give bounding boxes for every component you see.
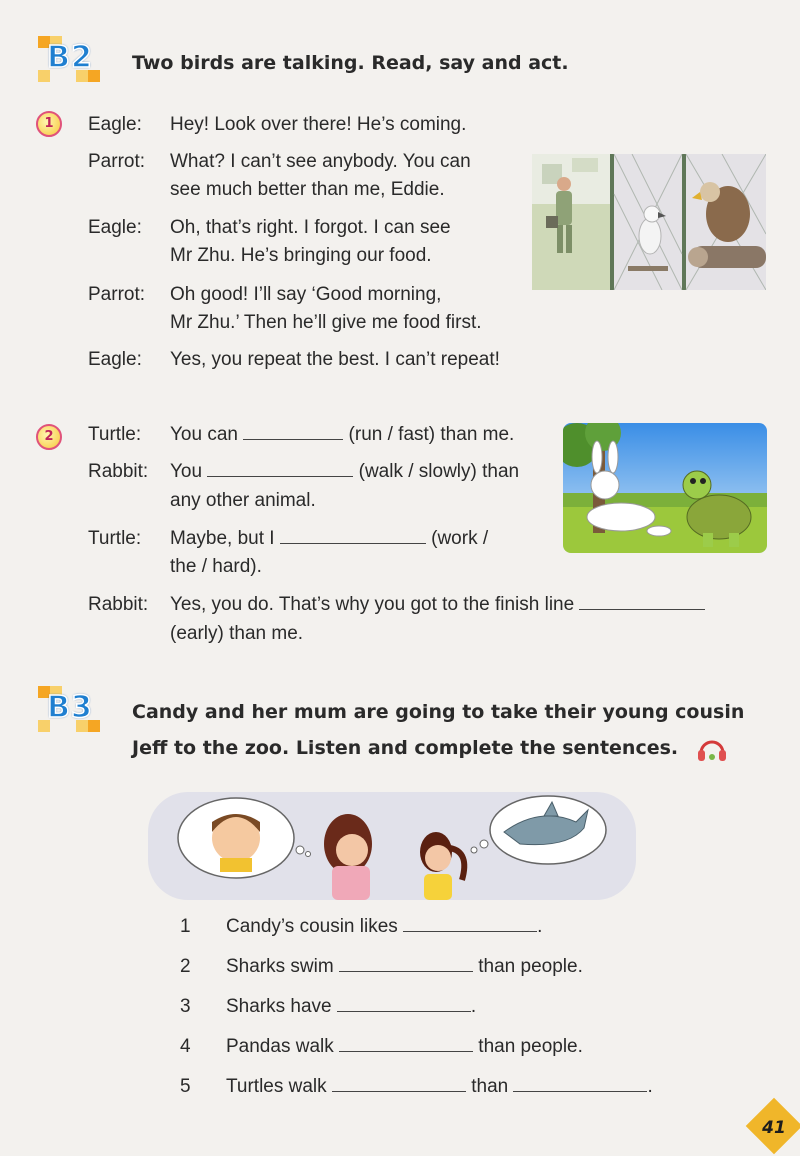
speaker-label: Eagle: [88, 114, 142, 135]
question-part: . [470, 996, 477, 1017]
page-number: 41 [762, 1118, 786, 1138]
dialogue-line: the / hard). [170, 556, 262, 577]
b3-badge-label: B3 [47, 690, 93, 725]
question-text [226, 916, 542, 938]
question-part: . [537, 916, 543, 937]
question-number: 2 [180, 956, 191, 977]
zoo-birds-illustration [532, 154, 766, 290]
candy-mum-illustration [148, 792, 636, 900]
question-part: Candy’s cousin likes [226, 916, 398, 937]
question-number: 1 [180, 916, 191, 937]
dialogue-line: Yes, you repeat the best. I can’t repeat! [170, 349, 500, 370]
rabbit-turtle-illustration [563, 423, 767, 553]
answer-blank[interactable] [339, 1050, 473, 1052]
dialogue-line: Mr Zhu.’ Then he’ll give me food first. [170, 312, 482, 333]
dialogue-line: any other animal. [170, 490, 316, 511]
answer-blank[interactable] [207, 475, 353, 477]
question-text [226, 996, 476, 1018]
b2-part2-number: 2 [36, 424, 62, 450]
answer-blank[interactable] [579, 608, 705, 610]
dialogue-line: Mr Zhu. He’s bringing our food. [170, 245, 432, 266]
speaker-label: Rabbit: [88, 461, 149, 482]
b2-badge-label: B2 [47, 40, 93, 75]
b3-instruction-line2 [132, 730, 729, 766]
speaker-label: Eagle: [88, 217, 142, 238]
question-part: . [647, 1076, 653, 1097]
dialogue-line: see much better than me, Eddie. [170, 179, 445, 200]
b3-instruction-line1: Candy and her mum are going to take their young cousin [132, 701, 745, 723]
line-text: (run / fast) than me. [348, 424, 515, 445]
dialogue-line: Hey! Look over there! He’s coming. [170, 114, 467, 135]
dialogue-line: Oh, that’s right. I forgot. I can see [170, 217, 451, 238]
question-text [226, 1036, 583, 1058]
line-text: (walk / slowly) than [358, 461, 520, 482]
headphones-icon[interactable] [695, 735, 729, 763]
dialogue-line: Oh good! I’ll say ‘Good morning, [170, 284, 442, 305]
question-number: 3 [180, 996, 191, 1017]
speaker-label: Rabbit: [88, 594, 149, 615]
answer-blank[interactable] [339, 970, 473, 972]
speaker-label: Turtle: [88, 424, 142, 445]
b2-part1-number: 1 [36, 111, 62, 137]
b2-instruction: Two birds are talking. Read, say and act. [132, 52, 569, 74]
question-text [226, 956, 583, 978]
line-text: (work / [431, 528, 489, 549]
line-text: You can [170, 424, 238, 445]
question-part: than people. [478, 956, 583, 977]
b2-badge [38, 36, 100, 82]
question-part: Pandas walk [226, 1036, 334, 1057]
speaker-label: Turtle: [88, 528, 142, 549]
b3-instruction-text: Jeff to the zoo. Listen and complete the sentences. [132, 737, 679, 759]
question-number: 5 [180, 1076, 191, 1097]
line-text: You [170, 461, 203, 482]
question-part: than [471, 1076, 509, 1097]
line-text: Maybe, but I [170, 528, 275, 549]
dialogue-line [170, 424, 514, 446]
question-part: than people. [478, 1036, 583, 1057]
question-part: Sharks have [226, 996, 332, 1017]
question-part: Turtles walk [226, 1076, 327, 1097]
question-text [226, 1076, 653, 1098]
dialogue-line [170, 594, 705, 616]
question-part: Sharks swim [226, 956, 334, 977]
answer-blank[interactable] [243, 438, 343, 440]
answer-blank[interactable] [403, 930, 537, 932]
answer-blank[interactable] [332, 1090, 466, 1092]
question-number: 4 [180, 1036, 191, 1057]
dialogue-line: What? I can’t see anybody. You can [170, 151, 471, 172]
answer-blank[interactable] [280, 542, 426, 544]
dialogue-line [170, 528, 488, 550]
b3-badge [38, 686, 100, 732]
speaker-label: Parrot: [88, 151, 146, 172]
answer-blank[interactable] [337, 1010, 471, 1012]
dialogue-line [170, 461, 519, 483]
dialogue-line: (early) than me. [170, 623, 304, 644]
speaker-label: Eagle: [88, 349, 142, 370]
speaker-label: Parrot: [88, 284, 146, 305]
line-text: Yes, you do. That’s why you got to the finish line [170, 594, 575, 615]
answer-blank[interactable] [513, 1090, 647, 1092]
